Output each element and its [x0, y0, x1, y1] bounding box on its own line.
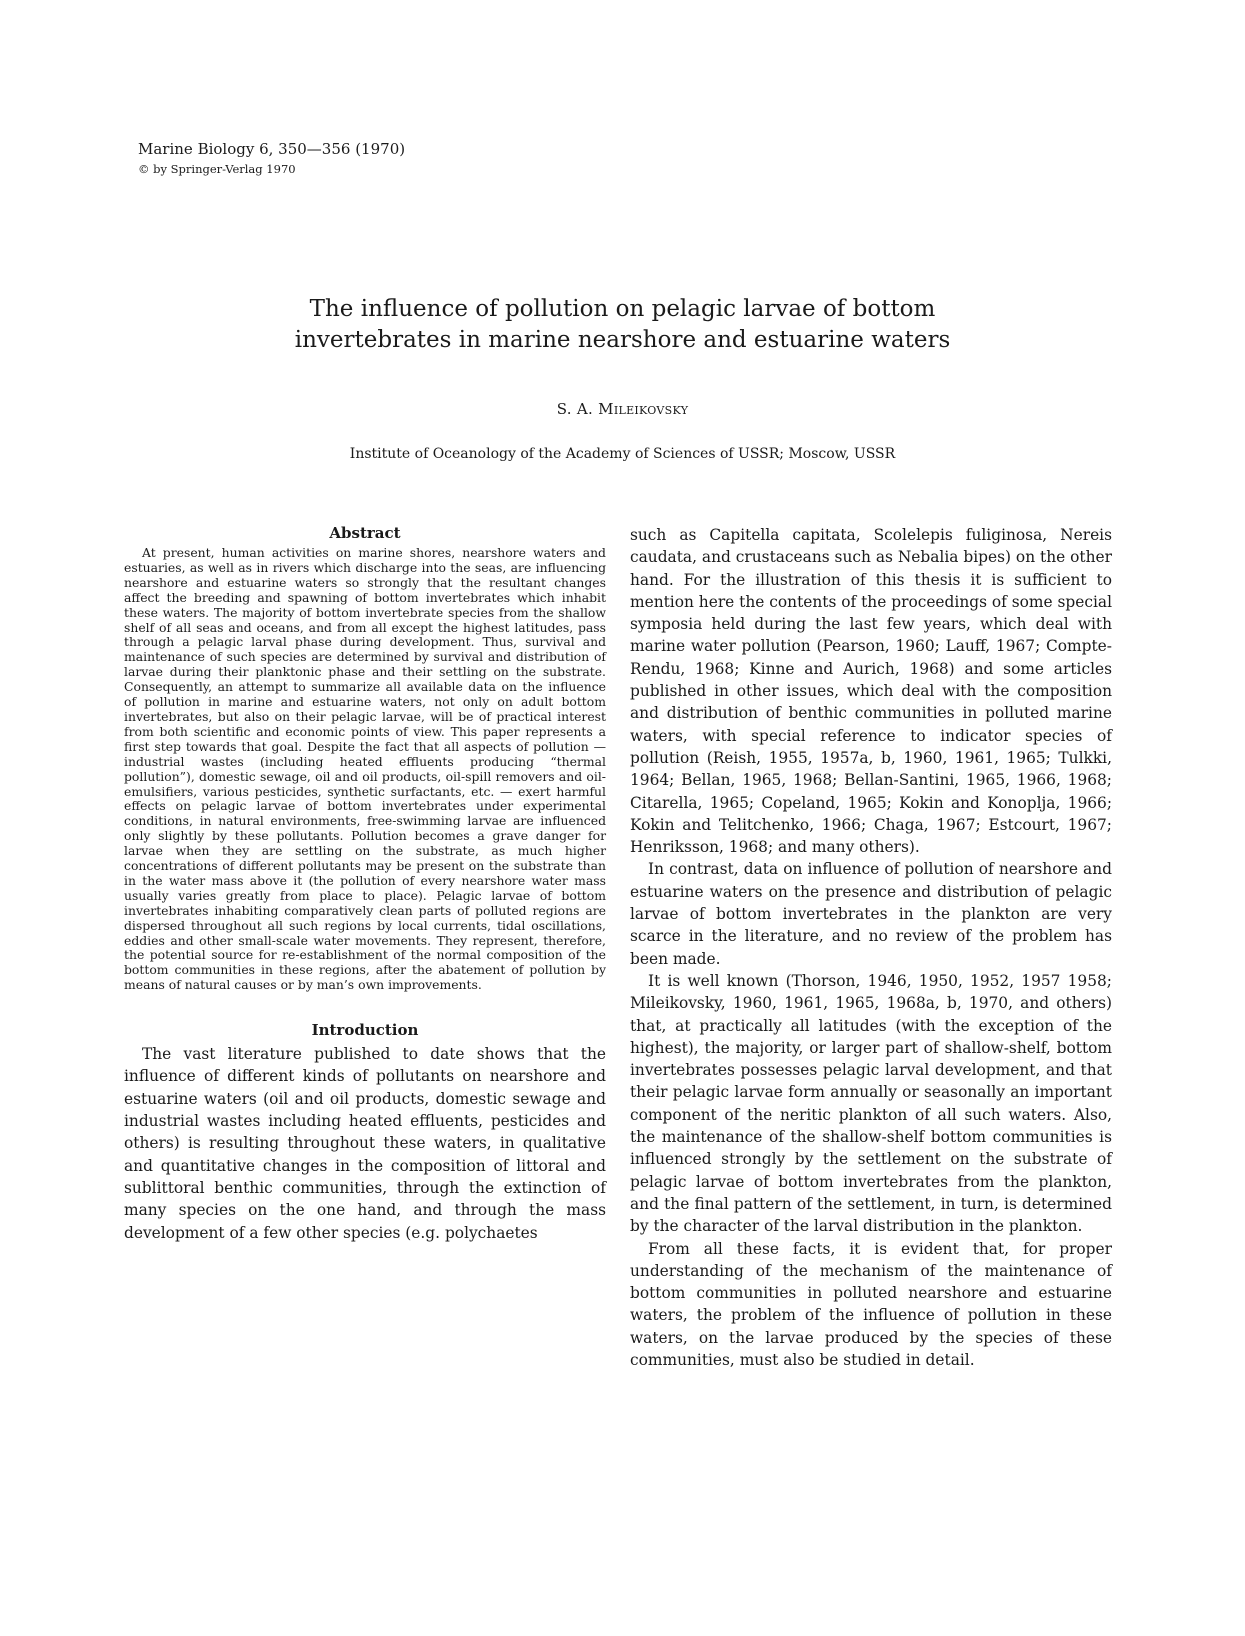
introduction-heading: Introduction: [311, 1021, 419, 1040]
intro-paragraph-4: From all these facts, it is evident that, for proper understanding of the mechanism of the maintenance of bottom communities in polluted nearshore and estuarine waters, the problem of the influence of pollution in these waters, on the larvae produced by the species of these communities, must also be studied in detail.: [630, 1239, 1112, 1369]
right-column: [630, 524, 1112, 1371]
intro-paragraph-2: In contrast, data on influence of pollution of nearshore and estuarine waters on the presence and distribution of pelagic larvae of bottom invertebrates in the plankton are very scarce in the literature, and no review of the problem has been made.: [630, 860, 1112, 968]
copyright-line: © by Springer-Verlag 1970: [138, 162, 296, 176]
affiliation: Institute of Oceanology of the Academy of Sciences of USSR; Moscow, USSR: [349, 446, 896, 462]
journal-header: [138, 139, 405, 179]
author-name: S. A. Mileikovsky: [556, 400, 689, 418]
left-column: [124, 524, 606, 1244]
paper-title: [250, 294, 995, 356]
intro-paragraph-3: It is well known (Thorson, 1946, 1950, 1952, 1957 1958; Mileikovsky, 1960, 1961, 1965, 1968a, b, 1970, and others) that, at practically all latitudes (with the exception of the highest), the majority, or larger part of shallow-shelf, bottom invertebrates possesses pelagic larval development, and that their pelagic larvae form annually or seasonally an important component of the neritic plankton of all such waters. Also, the maintenance of the shallow-shelf bottom communities is influenced strongly by the settlement on the substrate of pelagic larvae of bottom invertebrates from the plankton, and the final pattern of the settlement, in turn, is determined by the character of the larval distribution in the plankton.: [630, 971, 1112, 1236]
intro-paragraph-1: The vast literature published to date shows that the influence of different kinds of pollutants on nearshore and estuarine waters (oil and oil products, domestic sewage and industrial wastes including heated effluents, pesticides and others) is resulting throughout these waters, in qualitative and quantitative changes in the composition of littoral and sublittoral benthic communities, through the extinction of many species on the one hand, and through the mass development of a few other species (e.g. polychaetes: [124, 1045, 606, 1242]
intro-paragraph-1-continued: such as Capitella capitata, Scolelepis fuliginosa, Nereis caudata, and crustaceans such as Nebalia bipes) on the other hand. For the illustration of this thesis it is sufficient to mention here the contents of the proceedings of some special symposia held during the last few years, which deal with marine water pollution (Pearson, 1960; Lauff, 1967; Compte-Rendu, 1968; Kinne and Aurich, 1968) and some articles published in other issues, which deal with the composition and distribution of benthic communities in polluted marine waters, with special reference to indicator species of pollution (Reish, 1955, 1957a, b, 1960, 1961, 1965; Tulkki, 1964; Bellan, 1965, 1968; Bellan-Santini, 1965, 1966, 1968; Citarella, 1965; Copeland, 1965; Kokin and Konoplja, 1966; Kokin and Telitchenko, 1966; Chaga, 1967; Estcourt, 1967; Henriksson, 1968; and many others).: [630, 526, 1112, 857]
abstract-heading: Abstract: [329, 524, 401, 542]
abstract-text: At present, human activities on marine shores, nearshore waters and estuaries, as well as in rivers which discharge into the seas, are influencing nearshore and estuarine waters so strongly that the resultant changes affect the breeding and spawning of bottom invertebrates which inhabit these waters. The majority of bottom invertebrate species from the shallow shelf of all seas and oceans, and from all except the highest latitudes, pass through a pelagic larval phase during development. Thus, survival and maintenance of such species are determined by survival and distribution of larvae during their planktonic phase and their settling on the substrate. Consequently, an attempt to summarize all available data on the influence of pollution in marine and estuarine waters, not only on adult bottom invertebrates, but also on their pelagic larvae, will be of practical interest from both scientific and economic points of view. This paper represents a first step towards that goal. Despite the fact that all aspects of pollution — industrial wastes (including heated effluents producing “thermal pollution”), domestic sewage, oil and oil products, oil-spill removers and oil-emulsifiers, various pesticides, synthetic surfactants, etc. — exert harmful effects on pelagic larvae of bottom invertebrates under experimental conditions, in natural environments, free-swimming larvae are influenced only slightly by these pollutants. Pollution becomes a grave danger for larvae when they are settling on the substrate, as much higher concentrations of different pollutants may be present on the substrate than in the water mass above it (the pollution of every nearshore water mass usually varies greatly from place to place). Pelagic larvae of bottom invertebrates inhabiting comparatively clean parts of polluted regions are dispersed throughout all such regions by local currents, tidal oscillations, eddies and other small-scale water movements. They represent, therefore, the potential source for re-establishment of the normal composition of the bottom communities in these regions, after the abatement of pollution by means of natural causes or by man’s own improvements.: [124, 545, 606, 993]
journal-citation: Marine Biology 6, 350—356 (1970): [138, 140, 406, 158]
title-line-1: The influence of pollution on pelagic larvae of bottom: [309, 296, 936, 322]
title-line-2: invertebrates in marine nearshore and estuarine waters: [294, 327, 951, 353]
